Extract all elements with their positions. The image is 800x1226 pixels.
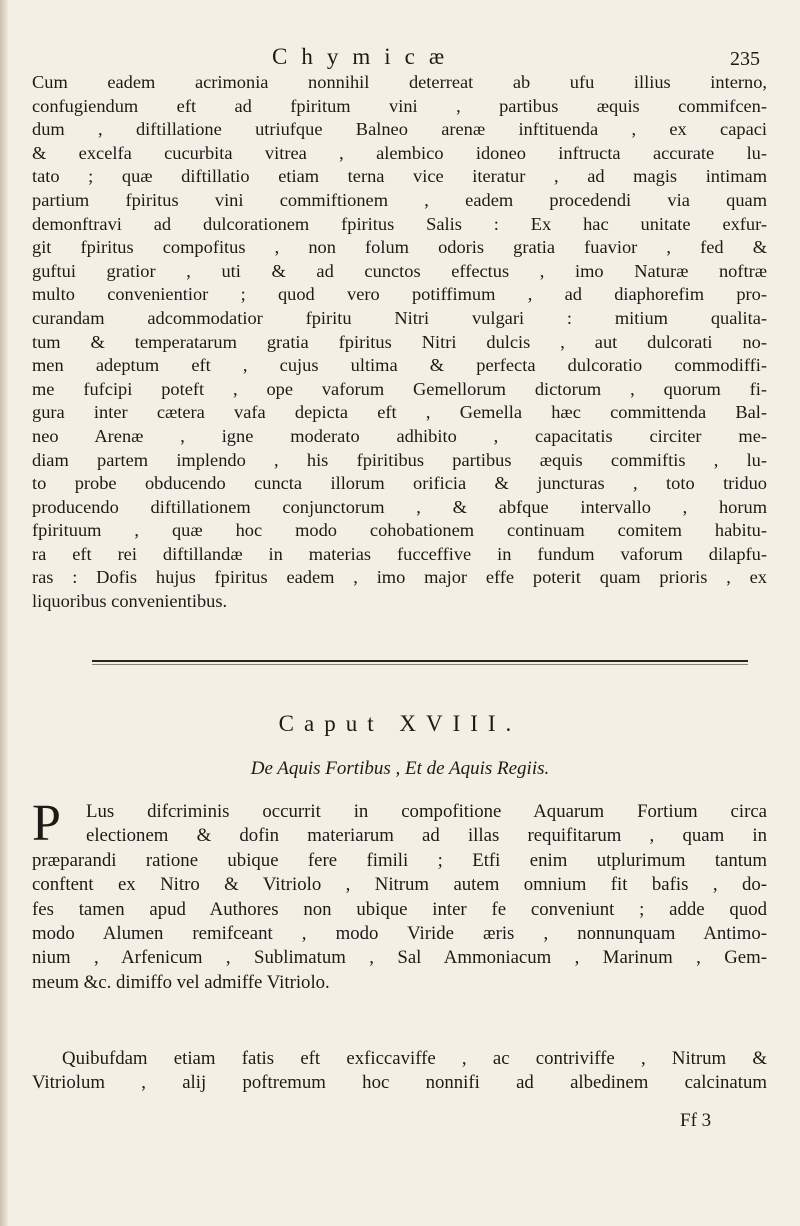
text-line: ras : Dofis hujus fpiritus eadem , imo major effe poterit quam prioris , ex: [32, 567, 767, 588]
text-line: men adeptum eft , cujus ultima & perfecta dulcoratio commodiffi-: [32, 355, 767, 376]
text-line: liquoribus convenientibus.: [32, 591, 228, 612]
text-line: electionem & dofin materiarum ad illas requifitarum , quam in: [86, 825, 767, 847]
text-line: git fpiritus compofitus , non folum odoris gratia fuavior , fed &: [32, 237, 767, 258]
text-line: Lus difcriminis occurrit in compofitione Aquarum Fortium circa: [86, 801, 767, 822]
text-line: modo Alumen remifceant , modo Viride æris , nonnunquam Antimo-: [32, 922, 767, 944]
text-line: fes tamen apud Authores non ubique inter fe conveniunt ; adde quod: [32, 898, 767, 920]
page-header: [0, 44, 800, 74]
paragraph-1: [32, 71, 767, 614]
page-number: 235: [730, 48, 760, 70]
text-line: meum &c. dimiffo vel admiffe Vitriolo.: [32, 971, 330, 993]
drop-cap: P: [32, 795, 61, 852]
text-line: curandam adcommodatior fpiritu Nitri vulgari : mitium qualita-: [32, 307, 767, 328]
text-line: fpirituum , quæ hoc modo cohobationem continuam comitem habitu-: [32, 520, 767, 541]
text-line: & excelfa cucurbita vitrea , alembico idoneo inftructa accurate lu-: [32, 142, 767, 163]
chapter-subtitle: De Aquis Fortibus , Et de Aquis Regiis.: [250, 758, 550, 779]
text-line: guftui gratior , uti & ad cunctos effectus , imo Naturæ noftræ: [32, 260, 767, 281]
text-line: producendo diftillationem conjunctorum , & abfque intervallo , horum: [32, 496, 767, 517]
text-line: tum & temperatarum gratia fpiritus Nitri dulcis , aut dulcorati no-: [32, 331, 767, 352]
text-line: dum , diftillatione utriufque Balneo arenæ inftituenda , ex capaci: [32, 119, 767, 140]
text-line: to probe obducendo cuncta illorum orificia & juncturas , toto triduo: [32, 473, 767, 494]
signature-mark: Ff 3: [680, 1110, 712, 1131]
text-line: partium fpiritus vini commiftionem , eadem procedendi via quam: [32, 189, 767, 210]
paragraph-2: [32, 795, 767, 995]
text-line: multo convenientior ; quod vero potiffimum , ad diaphorefim pro-: [32, 284, 767, 305]
text-line: nium , Arfenicum , Sublimatum , Sal Ammoniacum , Marinum , Gem-: [32, 947, 767, 969]
running-head: Chymicæ: [272, 44, 459, 69]
text-line: confugiendum eft ad fpiritum vini , partibus æquis commifcen-: [32, 95, 767, 116]
text-line: diam partem implendo , his fpiritibus partibus æquis commiftis , lu-: [32, 449, 767, 470]
text-line: neo Arenæ , igne moderato adhibito , capacitatis circiter me-: [32, 425, 767, 446]
text-line: præparandi ratione ubique fere fimili ; Etfi enim utplurimum tantum: [32, 849, 767, 871]
section-divider: [92, 660, 748, 662]
chapter-heading: Caput XVIII.: [278, 711, 522, 736]
text-line: gura inter cætera vafa depicta eft , Gemella hæc committenda Bal-: [32, 402, 767, 423]
paragraph-3: [32, 1047, 767, 1096]
text-line: conftent ex Nitro & Vitriolo , Nitrum autem omnium fit bafis , do-: [32, 874, 767, 896]
text-line: Cum eadem acrimonia nonnihil deterreat ab ufu illius interno,: [32, 72, 767, 92]
text-line: Quibufdam etiam fatis eft exficcaviffe , ac contriviffe , Nitrum &: [62, 1048, 767, 1069]
text-line: ra eft rei diftillandæ in materias fucceffive in fundum vaforum dilapfu-: [32, 543, 767, 564]
page-binding-edge: [0, 0, 8, 1226]
text-line: Vitriolum , alij poftremum hoc nonnifi ad albedinem calcinatum: [32, 1072, 767, 1094]
text-line: tato ; quæ diftillatio etiam terna vice iteratur , ad magis intimam: [32, 166, 767, 187]
text-line: me fufcipi poteft , ope vaforum Gemellorum dictorum , quorum fi-: [32, 378, 767, 399]
text-line: demonftravi ad dulcorationem fpiritus Salis : Ex hac unitate exfur-: [32, 213, 767, 234]
